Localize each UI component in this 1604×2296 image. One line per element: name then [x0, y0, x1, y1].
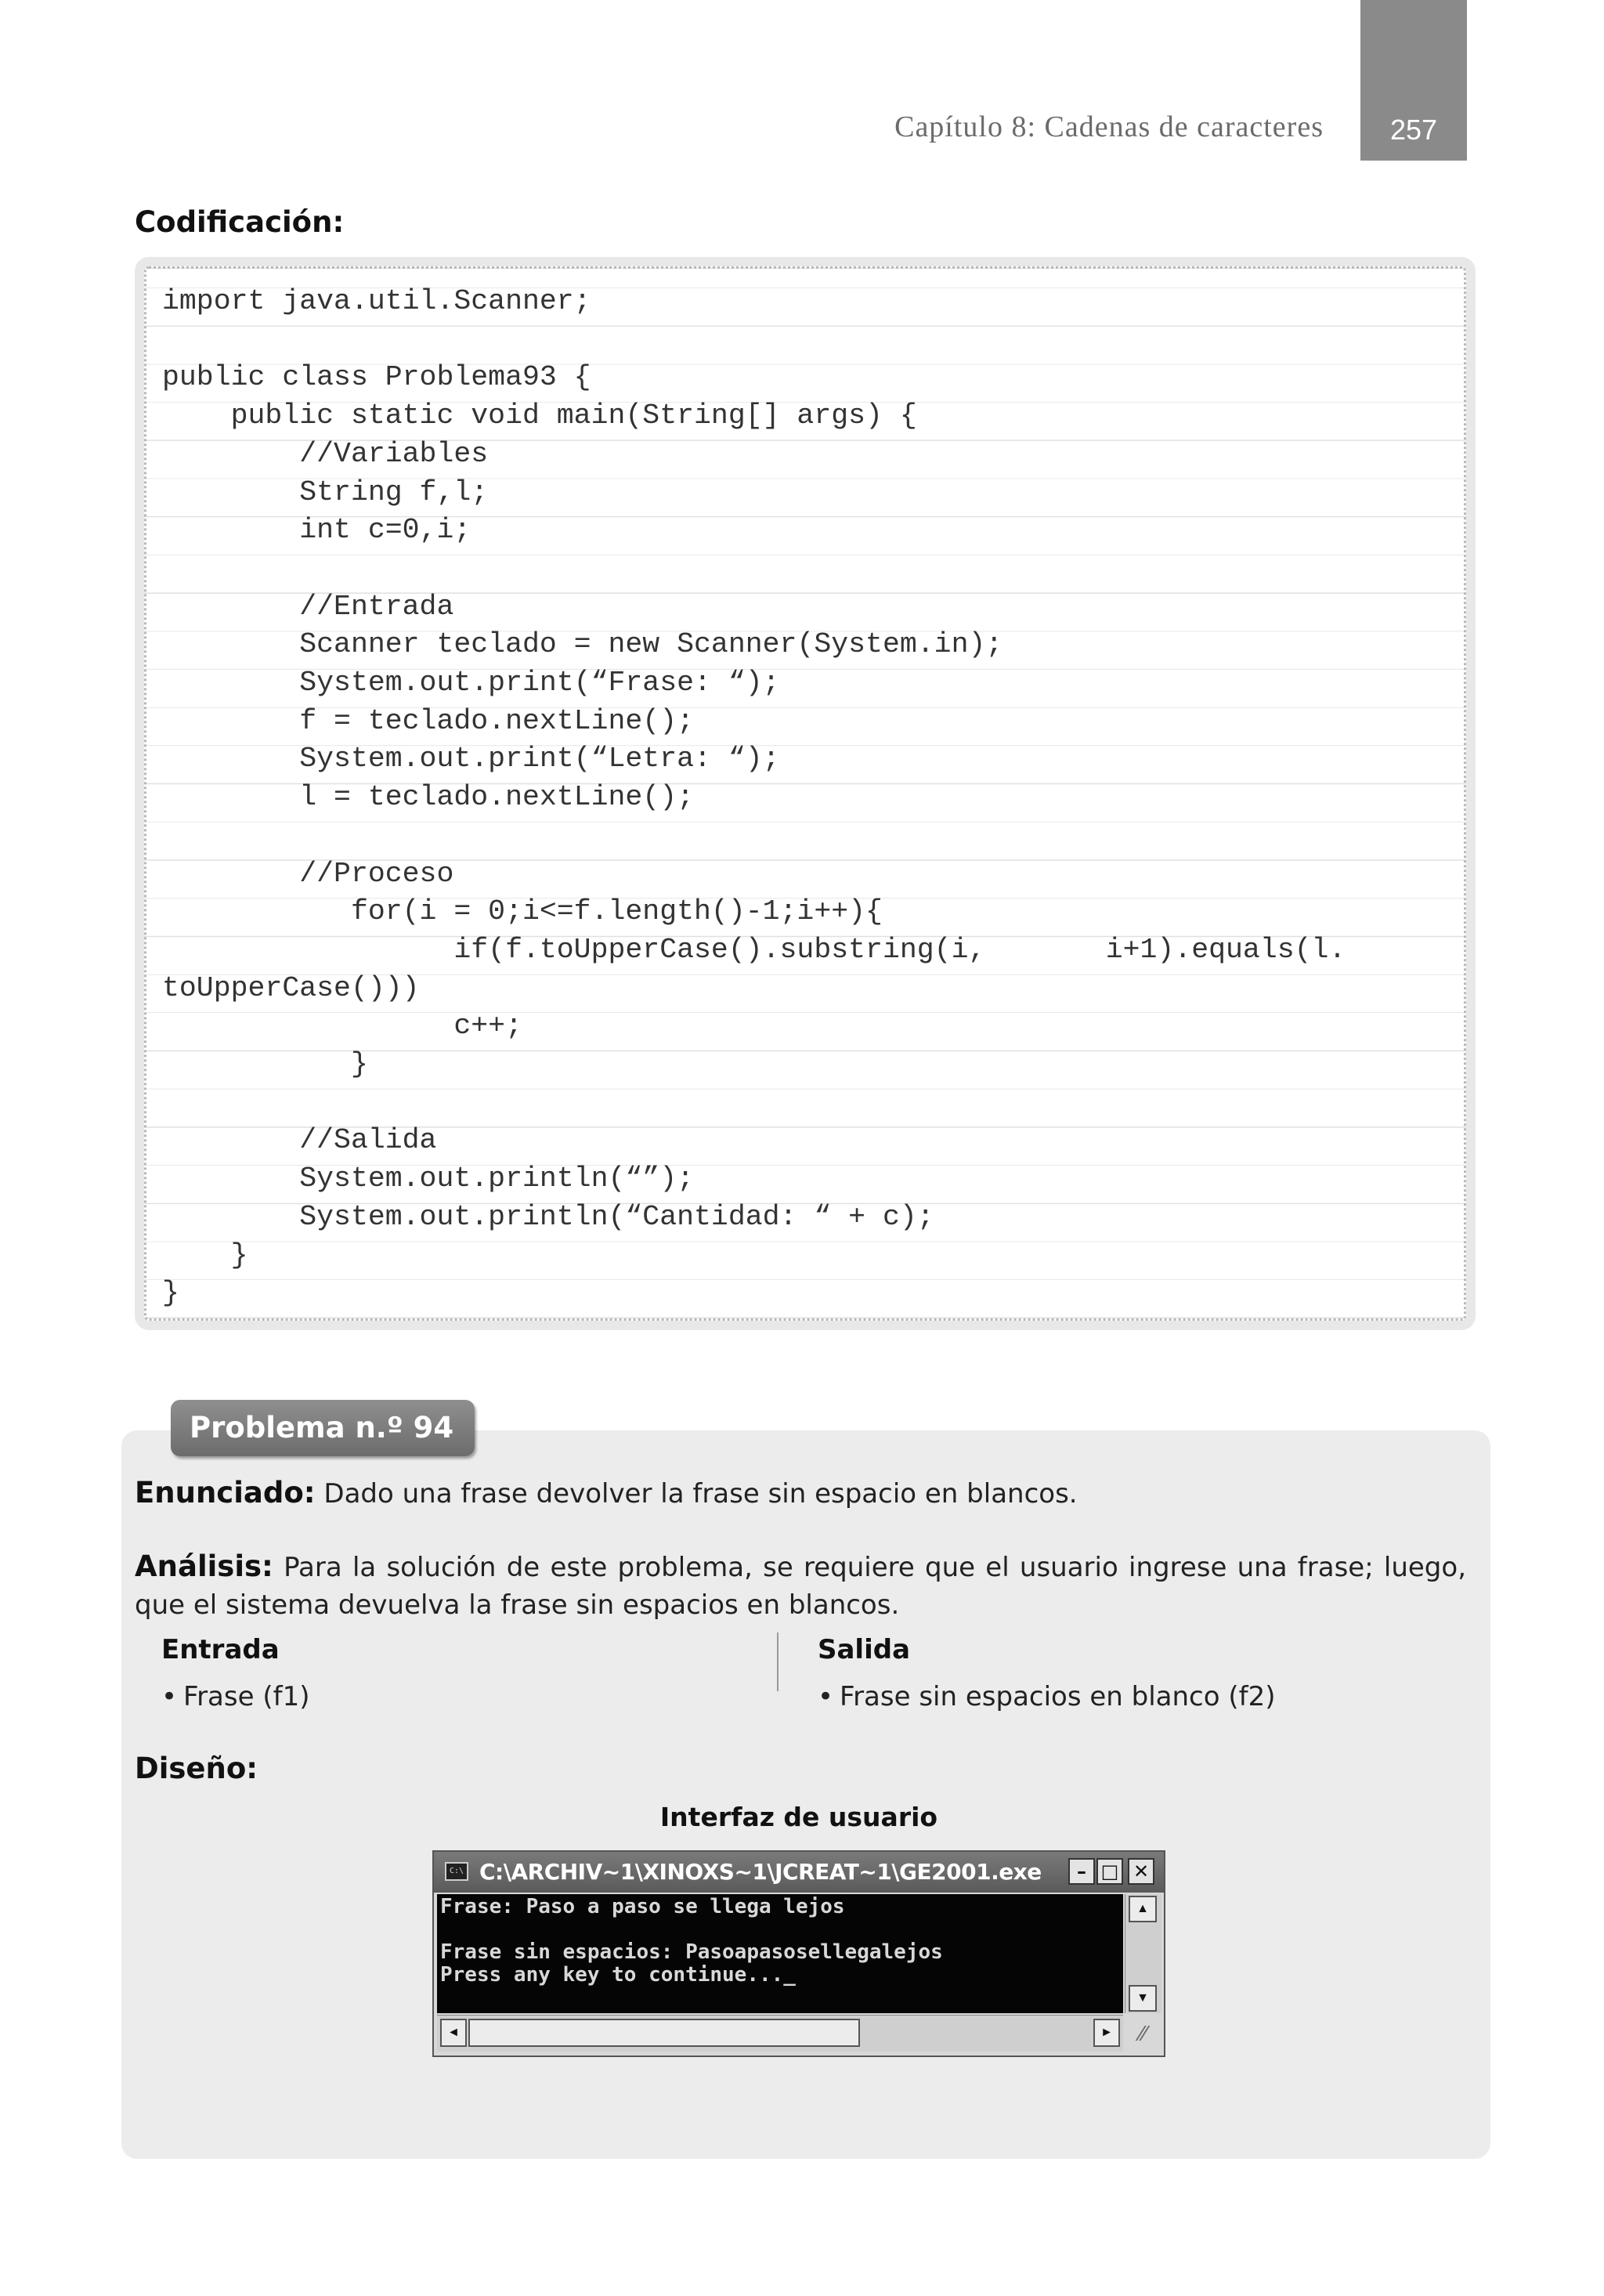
code-listing-paper — [144, 266, 1466, 1321]
problem-badge: Problema n.º 94 — [171, 1400, 475, 1456]
io-divider — [777, 1633, 779, 1691]
entrada-list-item — [161, 1681, 309, 1712]
minimize-button[interactable]: – — [1068, 1858, 1095, 1885]
bullet-icon: • — [161, 1681, 178, 1712]
diseno-heading: Diseño: — [135, 1752, 258, 1785]
enunciado-text: Dado una frase devolver la frase sin espacio en blancos. — [315, 1478, 1078, 1510]
chapter-title: Capítulo 8: Cadenas de caracteres — [894, 110, 1324, 143]
resize-grip-icon[interactable]: ⁄⁄ — [1140, 2021, 1147, 2045]
page-number-tab — [1360, 0, 1467, 161]
entrada-item-text: Frase (f1) — [183, 1681, 310, 1712]
salida-heading: Salida — [818, 1634, 911, 1665]
console-output: Frase: Paso a paso se llega lejos Frase sin espacios: Pasoapasosellegalejos Press any key to continue..._ — [440, 1895, 943, 1987]
page-number: 257 — [1389, 114, 1438, 146]
analisis-label: Análisis: — [135, 1549, 273, 1583]
console-output-area[interactable] — [437, 1894, 1123, 2013]
scroll-up-arrow-icon[interactable]: ▲ — [1129, 1896, 1157, 1922]
analisis-paragraph — [135, 1548, 1466, 1624]
vertical-scrollbar[interactable] — [1125, 1894, 1161, 2013]
console-app-icon[interactable]: C:\ — [445, 1862, 468, 1881]
horizontal-scrollbar[interactable] — [437, 2015, 1123, 2052]
code-listing: import java.util.Scanner; public class Problema93 { public static void main(String[] args) { //Variables String f,l; int c=0,i; //Entrada Scanner teclado = new Scanner(System.in); System.out.print(“Frase: “); f = teclado.nextLine(); System.out.print(“Letra: “); l = teclado.nextLine(); //Proceso for(i = 0;i<=f.length()-1;i++){ if(f.toUpperCase().substring(i, i+1).equals(l. toUpperCase())) c++; } //Salida System.out.println(“”); System.out.println(“Cantidad: “ + c); } } — [162, 285, 1346, 1310]
enunciado-paragraph — [135, 1474, 1466, 1513]
console-window — [432, 1850, 1165, 2057]
analisis-text: Para la solución de este problema, se requiere que el usuario ingrese una frase; luego, que el sistema devuelva la frase sin espacios en blancos. — [135, 1552, 1466, 1621]
maximize-button[interactable]: □ — [1096, 1858, 1123, 1885]
console-title: C:\ARCHIV~1\XINOXS~1\JCREAT~1\GE2001.exe — [479, 1859, 1042, 1885]
codificacion-heading: Codificación: — [135, 205, 345, 239]
console-titlebar[interactable] — [434, 1852, 1164, 1893]
horizontal-scroll-thumb[interactable] — [468, 2019, 860, 2047]
code-listing-box — [135, 257, 1476, 1330]
interfaz-caption: Interfaz de usuario — [659, 1802, 938, 1832]
scroll-right-arrow-icon[interactable]: ► — [1093, 2019, 1120, 2047]
bullet-icon: • — [818, 1681, 834, 1712]
enunciado-label: Enunciado: — [135, 1476, 316, 1510]
salida-list-item — [818, 1681, 1275, 1712]
scroll-left-arrow-icon[interactable]: ◄ — [440, 2019, 467, 2047]
close-button[interactable]: ✕ — [1128, 1858, 1154, 1885]
scroll-down-arrow-icon[interactable]: ▼ — [1129, 1985, 1157, 2012]
salida-item-text: Frase sin espacios en blanco (f2) — [840, 1681, 1276, 1712]
entrada-heading: Entrada — [161, 1634, 280, 1665]
